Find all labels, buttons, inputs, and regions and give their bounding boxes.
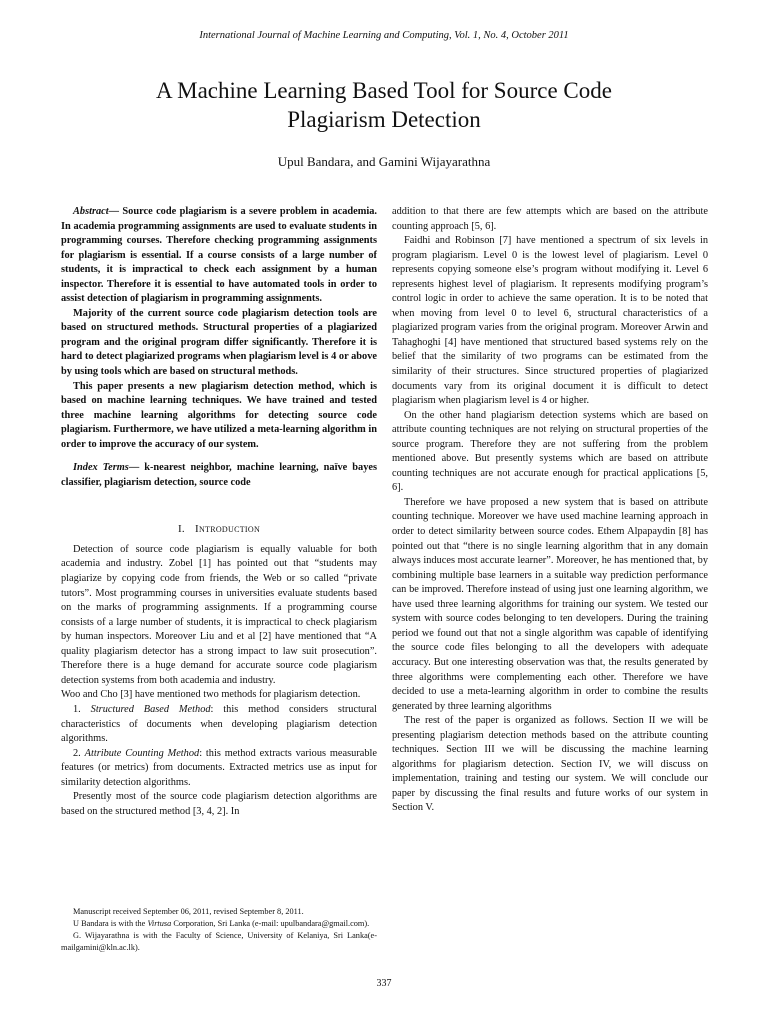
list-item-structured (61, 703, 377, 747)
footnote-company: Virtusa (147, 919, 172, 928)
abstract-label: Abstract (73, 206, 109, 217)
footnotes (61, 906, 377, 954)
index-terms-label: Index Terms (73, 462, 129, 474)
paper-title (60, 76, 708, 134)
section-heading-introduction (61, 522, 377, 537)
section-title: Introduction (194, 523, 261, 536)
right-paragraph-5: The rest of the paper is organized as follows. Section II we will be presenting plagiarism detection methods based on the attribute counting techniques. Section III we will be discussing the machine learning algorithms for plagiarism detection. Section IV, we will discuss on implementation, training and testing our system. We will conclude our paper by discussing the final results and future works of our system in Section V. (392, 715, 708, 814)
list-item-number: 1. (73, 703, 81, 715)
journal-header: International Journal of Machine Learning and Computing, Vol. 1, No. 4, October 2011 (199, 30, 569, 41)
section-number: I. (177, 523, 185, 536)
footnote-text: Corporation, Sri Lanka (e-mail: upulbandara@gmail.com). (171, 919, 370, 928)
intro-paragraph-1: Detection of source code plagiarism is equally valuable for both academia and industry. Zobel [1] has pointed out that “students may plagiarize by copying code from friends, the Web or so called “private tutors”. Most programming courses in universities evaluate students based on the marks of programming assignments. If a programming course consists of a large number of students, it is impractical to check plagiarism by human inspectors. Moreover Liu and et al [2] have mentioned that “A quality plagiarism detector has a strong impact to law suit prosecution”. Therefore there is a huge demand for accurate source code plagiarism detection systems from both academia and industry. (61, 543, 377, 686)
list-item-text: : this method considers structural characteristics of documents when developing plagiarism detection algorithms. (61, 703, 377, 745)
footnote-author-2: G. Wijayarathna is with the Faculty of Science, University of Kelaniya, Sri Lanka(e-mailgamini@kln.ac.lk). (61, 931, 377, 952)
right-paragraph-4: Therefore we have proposed a new system that is based on attribute counting technique. Moreover we have used machine learning approach in order to detect similarity between source codes. Ethem Alpapaydin [8] has pointed out that “there is no single learning algorithm that in any domain always induces most accurate learner”. Moreover, he has mentioned that, by combining multiple base learners in a suitable way prediction performance can be improved. Therefore instead of using just one learning algorithm, we have used three learning algorithms for training our system. We tested our system with source codes belonging to ten developers. During the training period we found out that not a single algorithm was capable of identifying the source code files belonging to all the developers with adequate accuracy. But one interesting observation was that, the results generated by three algorithms were complementing each other. Therefore we have decided to use a meta-learning algorithm in order to combine the results generated by three learning algorithms (392, 496, 708, 712)
page-number: 337 (376, 978, 392, 989)
abstract-text-1: — Source code plagiarism is a severe problem in academia. In academia programming assignments are used to evaluate students in programming courses. Therefore checking programming assignments for plagiarism is essential. If a course consists of a large number of students, it is impractical to check each assignment by a human inspector. Therefore it is essential to have automated tools in order to assist detection of plagiarism in programming assignments. (61, 206, 377, 305)
intro-paragraph-3: Presently most of the source code plagiarism detection algorithms are based on the structured method [3, 4, 2]. In (61, 791, 377, 817)
abstract (61, 205, 377, 452)
authors: Upul Bandara, and Gamini Wijayarathna (277, 154, 491, 169)
title-line-1: A Machine Learning Based Tool for Source Code (156, 78, 612, 103)
list-item-label: Attribute Counting Method (84, 747, 200, 759)
right-paragraph-1: addition to that there are few attempts which are based on the attribute counting approach [5, 6]. (392, 206, 708, 232)
footnote-author-1 (61, 918, 377, 930)
right-paragraph-3: On the other hand plagiarism detection systems which are based on attribute counting techniques are not relying on structural properties of the source program. Therefore they are not suffering from the problem mentioned above. But presently systems which are based on attribute counting techniques are not accurate enough for practical applications [5, 6]. (392, 409, 708, 494)
right-column (392, 205, 708, 816)
footnote-manuscript: Manuscript received September 06, 2011, revised September 8, 2011. (73, 907, 304, 916)
abstract-paragraph-2: Majority of the current source code plagiarism detection tools are based on structured methods. Structural properties of a plagiarized program and the original program differ significantly. Therefore it is hard to detect plagiarized programs when plagiarism level is 4 or above by using tools which are based on structural methods. (61, 307, 377, 378)
list-item-number: 2. (73, 747, 81, 759)
list-item-label: Structured Based Method (90, 703, 211, 715)
intro-paragraph-2: Woo and Cho [3] have mentioned two methods for plagiarism detection. (61, 689, 361, 701)
footnote-text: U Bandara is with the (73, 919, 148, 928)
abstract-paragraph-1 (61, 205, 377, 307)
left-column (61, 205, 377, 819)
index-terms-text: — k-nearest neighbor, machine learning, naïve bayes classifier, plagiarism detection, source code (61, 462, 377, 488)
abstract-paragraph-3: This paper presents a new plagiarism detection method, which is based on machine learning techniques. We have trained and tested three machine learning algorithms for detecting source code plagiarism. Furthermore, we have utilized a meta-learning algorithm in order to improve the accuracy of our system. (61, 380, 377, 450)
right-paragraph-2: Faidhi and Robinson [7] have mentioned a spectrum of six levels in program plagiarism. Level 0 is the lowest level of plagiarism. Level 0 represents copying someone else’s program without modifying it. Level 6 represents highest level of plagiarism. It represents modifying program’s control logic in order to achieve the same operation. It is to be noted that when moving from level 0 to level 6, structural characteristics of a plagiarized program varies from the original program. Moreover Arwin and Tahaghoghi [4] have mentioned that structured based systems rely on the belief that the similarity of two programs can be estimated from the similarity of their structures. Since structured properties of plagiarized documents vary from its original document it is difficult to detect plagiarism when plagiarism level is 4 or higher. (392, 235, 708, 407)
title-line-2: Plagiarism Detection (287, 107, 481, 132)
list-item-attribute (61, 747, 377, 791)
index-terms (61, 461, 377, 490)
list-item-text: : this method extracts various measurable features (or metrics) from documents. Extracted metrics use as input for similarity detection algorithms. (61, 747, 377, 788)
